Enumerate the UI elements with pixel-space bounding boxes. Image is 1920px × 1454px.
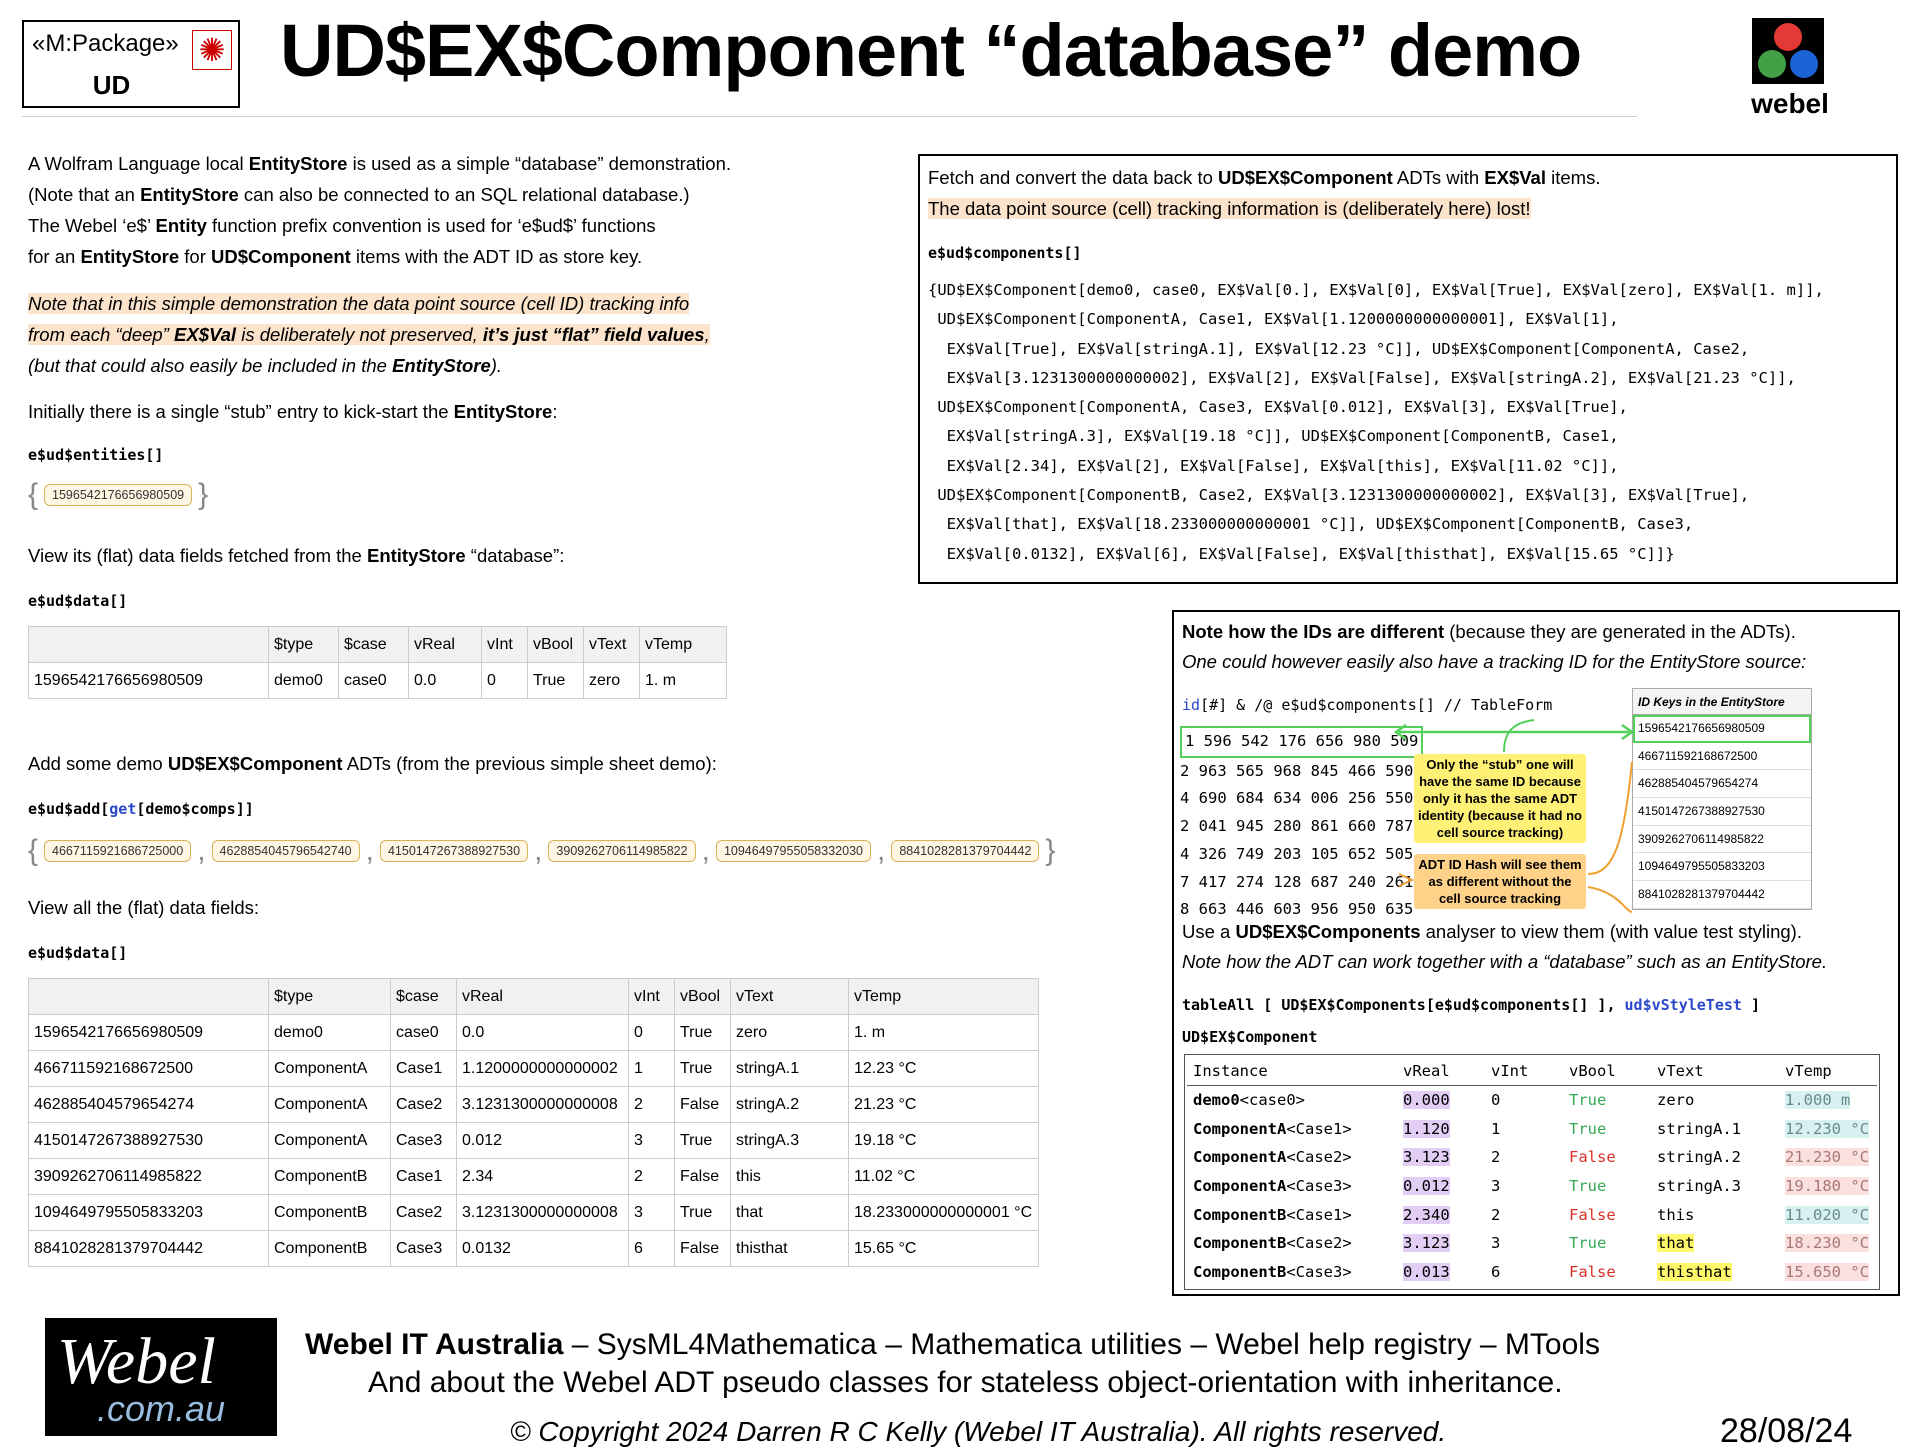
entity-key-chip[interactable]: 4628854045796542740 (212, 840, 360, 862)
table-row: 466711592168672500 ComponentA Case1 1.1200000000000002 1 True stringA.1 12.23 °C (29, 1051, 1039, 1087)
output-line: EX$Val[0.0132], EX$Val[6], EX$Val[False], EX$Val[thisthat], EX$Val[15.65 °C]]} (928, 544, 1675, 563)
id-key: 8841028281379704442 (1633, 881, 1811, 909)
date: 28/08/24 (1720, 1412, 1853, 1450)
package-name: UD (92, 70, 131, 100)
package-stereotype: «M:Package» (32, 30, 179, 57)
id-key: 1094649795505833203 (1633, 853, 1811, 881)
footer-line-1: Webel IT Australia – SysML4Mathematica – Mathematica utilities – Webel help registry – MTools (305, 1328, 1600, 1361)
entity-key-chip[interactable]: 8841028281379704442 (891, 840, 1039, 862)
stub-paragraph: Initially there is a single “stub” entry to kick-start the EntityStore: (28, 401, 558, 422)
code-entities: e$ud$entities[] (28, 446, 164, 464)
stub-id: 1 596 542 176 656 980 509 (1180, 726, 1423, 758)
table-row: ComponentA<Case1> 1.120 1 True stringA.1 12.230 °C (1193, 1119, 1869, 1138)
header-divider (22, 116, 1637, 117)
table-row: ComponentB<Case1> 2.340 2 False this 11.020 °C (1193, 1205, 1869, 1224)
view-all-paragraph: View all the (flat) data fields: (28, 897, 260, 918)
output-line: EX$Val[2.34], EX$Val[2], EX$Val[False], EX$Val[this], EX$Val[11.02 °C]], (928, 456, 1619, 475)
output-add: { 4667115921686725000 , 4628854045796542740 , 4150147267388927530 , 3909262706114985822 , 10946497955058332030 , 8841028281379704442 } (28, 834, 1056, 867)
table-row: ComponentA<Case2> 3.123 2 False stringA.2 21.230 °C (1193, 1148, 1869, 1167)
hash-callout: ADT ID Hash will see them as different without the cell source tracking (1414, 854, 1586, 909)
webel-logo-text: webel (1751, 88, 1829, 119)
callout-arrows (1174, 612, 1902, 942)
entity-key-chip[interactable]: 4150147267388927530 (380, 840, 528, 862)
id-keys-title: ID Keys in the EntityStore (1632, 688, 1812, 714)
table-row: 3909262706114985822 ComponentB Case1 2.34 2 False this 11.02 °C (29, 1159, 1039, 1195)
analyser-table: Instance vReal vInt vBool vText vTemp demo0<case0> 0.000 0 True zero 1.000 m ComponentA<Case1> 1.120 1 True stringA.1 12.230 °C ComponentA<Case2> 3.123 2 False stringA.2 21.230 °C ComponentA<Case3> 0.012 3 True stringA.3 19.180 °C ComponentB<Case1> 2.340 2 False this 11.020 °C ComponentB<Case2> 3.123 3 True that 18.230 °C ComponentB<Case3> 0.013 6 False thisthat 15.650 °C (1184, 1054, 1880, 1290)
ids-note-heading: Note how the IDs are different (because they are generated in the ADTs). (1182, 621, 1796, 642)
stub-callout: Only the “stub” one will have the same ID because only it has the same ADT identity (because it had no cell source tracking) (1414, 754, 1586, 843)
package-badge (22, 20, 240, 108)
entity-key-chip[interactable]: 1596542176656980509 (44, 484, 192, 506)
code-components: e$ud$components[] (928, 244, 1082, 262)
code-add: e$ud$add[get[demo$comps]] (28, 800, 254, 818)
ids-note-panel (1172, 610, 1900, 1296)
intro-paragraph: A Wolfram Language local EntityStore is used as a simple “database” demonstration. (Note that an EntityStore can also be connected to an SQL relational database.) The Webel ‘e$’ Entity function prefix convention is used for ‘e$ud$’ functions for an EntityStore for UD$Component items with the ADT ID as store key. (28, 153, 732, 267)
output-line: EX$Val[3.1231300000000002], EX$Val[2], EX$Val[False], EX$Val[stringA.2], EX$Val[21.23 °C]], (928, 368, 1796, 387)
table-row: ComponentB<Case3> 0.013 6 False thisthat 15.650 °C (1193, 1263, 1869, 1282)
table-row: 462885404579654274 ComponentA Case2 3.1231300000000008 2 False stringA.2 21.23 °C (29, 1087, 1039, 1123)
id-key: 1596542176656980509 (1633, 715, 1811, 743)
output-entities: { 1596542176656980509 } (28, 478, 209, 511)
table-row: 8841028281379704442 ComponentB Case3 0.0132 6 False thisthat 15.65 °C (29, 1231, 1039, 1267)
ids-note-sub: One could however easily also have a tracking ID for the EntityStore source: (1182, 651, 1807, 672)
table-row: ComponentA<Case3> 0.012 3 True stringA.3 19.180 °C (1193, 1177, 1869, 1196)
fetch-panel (918, 154, 1898, 584)
id-key: 4150147267388927530 (1633, 798, 1811, 826)
code-tableall: tableAll [ UD$EX$Components[e$ud$components[] ], ud$vStyleTest ] (1182, 996, 1760, 1014)
copyright: © Copyright 2024 Darren R C Kelly (Webel IT Australia). All rights reserved. (510, 1416, 1447, 1447)
code-id-map: id[#] & /@ e$ud$components[] // TableForm (1182, 696, 1553, 714)
webel-logo (1740, 18, 1830, 118)
output-line: {UD$EX$Component[demo0, case0, EX$Val[0.], EX$Val[0], EX$Val[True], EX$Val[zero], EX$Val[1. m]], (928, 281, 1824, 299)
entity-key-chip[interactable]: 3909262706114985822 (548, 840, 695, 862)
table-label: UD$EX$Component (1182, 1028, 1318, 1046)
webel-com-au-logo: Webel .com.au (45, 1318, 277, 1436)
components-output (928, 276, 1824, 569)
analyser-note: Note how the ADT can work together with a “database” such as an EntityStore. (1182, 951, 1828, 972)
footer-line-2: And about the Webel ADT pseudo classes for stateless object-orientation with inheritance. (368, 1366, 1563, 1399)
output-line: UD$EX$Component[ComponentA, Case3, EX$Val[0.012], EX$Val[3], EX$Val[True], (928, 398, 1628, 417)
code-data: e$ud$data[] (28, 592, 128, 610)
table-row: 4150147267388927530 ComponentA Case3 0.012 3 True stringA.3 19.18 °C (29, 1123, 1039, 1159)
fetch-description: Fetch and convert the data back to UD$EX$Component ADTs with EX$Val items. The data point source (cell) tracking information is (deliberately here) lost! (928, 167, 1601, 219)
table-row: 1596542176656980509 demo0 case0 0.0 0 True zero 1. m (29, 663, 727, 699)
package-icon: ✺ (192, 30, 232, 70)
all-data-table: $type $case vReal vInt vBool vText vTemp 1596542176656980509 demo0 case0 0.0 0 True zero 1. m 466711592168672500 ComponentA Case1 1.1200000000000002 1 True stringA.1 12.23 °C 462885404579654274 ComponentA Case2 3.1231300000000008 2 False stringA.2 21.23 °C 4150147267388927530 ComponentA Case3 0.012 3 True stringA.3 19.18 °C 3909262706114985822 ComponentB Case1 2.34 2 False this 11.02 °C 1094649795505833203 ComponentB Case2 3.1231300000000008 3 True that 18.233000000000001 °C 8841028281379704442 ComponentB Case3 0.0132 6 False thisthat 15.65 °C (28, 978, 1039, 1267)
table-row: 1596542176656980509 demo0 case0 0.0 0 True zero 1. m (29, 1015, 1039, 1051)
entity-key-chip[interactable]: 4667115921686725000 (44, 840, 191, 862)
id-key: 3909262706114985822 (1633, 826, 1811, 854)
page-title: UD$EX$Component “database” demo (280, 9, 1582, 92)
id-key: 462885404579654274 (1633, 770, 1811, 798)
output-line: EX$Val[True], EX$Val[stringA.1], EX$Val[12.23 °C]], UD$EX$Component[ComponentA, Case2, (928, 339, 1750, 358)
add-paragraph: Add some demo UD$EX$Component ADTs (from the previous simple sheet demo): (28, 753, 717, 774)
output-line: UD$EX$Component[ComponentA, Case1, EX$Val[1.1200000000000001], EX$Val[1], (928, 310, 1619, 329)
code-data-all: e$ud$data[] (28, 944, 128, 962)
view-paragraph: View its (flat) data fields fetched from the EntityStore “database”: (28, 545, 565, 566)
output-line: EX$Val[stringA.3], EX$Val[19.18 °C]], UD$EX$Component[ComponentB, Case1, (928, 427, 1619, 446)
analyser-line: Use a UD$EX$Components analyser to view them (with value test styling). (1182, 921, 1802, 942)
table-row: 1094649795505833203 ComponentB Case2 3.1231300000000008 3 True that 18.233000000000001 °C (29, 1195, 1039, 1231)
table-row: ComponentB<Case2> 3.123 3 True that 18.230 °C (1193, 1234, 1869, 1253)
id-list: 1 596 542 176 656 980 509 2 963 565 968 845 466 590 4 690 684 634 006 256 550 2 041 945 280 861 660 787 4 326 749 203 105 652 505 7 417 274 128 687 240 261 8 663 446 603 956 950 635 (1180, 726, 1423, 924)
output-line: EX$Val[that], EX$Val[18.233000000000001 °C]], UD$EX$Component[ComponentB, Case3, (928, 515, 1694, 534)
id-key: 466711592168672500 (1633, 743, 1811, 771)
tracking-note: Note that in this simple demonstration the data point source (cell ID) tracking info from each “deep” EX$Val is deliberately not preserved, it’s just “flat” field values, (but that could also easily be included in the EntityStore). (28, 293, 710, 376)
stub-data-table: $type $case vReal vInt vBool vText vTemp 1596542176656980509 demo0 case0 0.0 0 True zero 1. m (28, 626, 727, 699)
output-line: UD$EX$Component[ComponentB, Case2, EX$Val[3.1231300000000002], EX$Val[3], EX$Val[True], (928, 486, 1750, 505)
table-row: demo0<case0> 0.000 0 True zero 1.000 m (1193, 1091, 1851, 1110)
entity-key-chip[interactable]: 10946497955058332030 (716, 840, 871, 862)
